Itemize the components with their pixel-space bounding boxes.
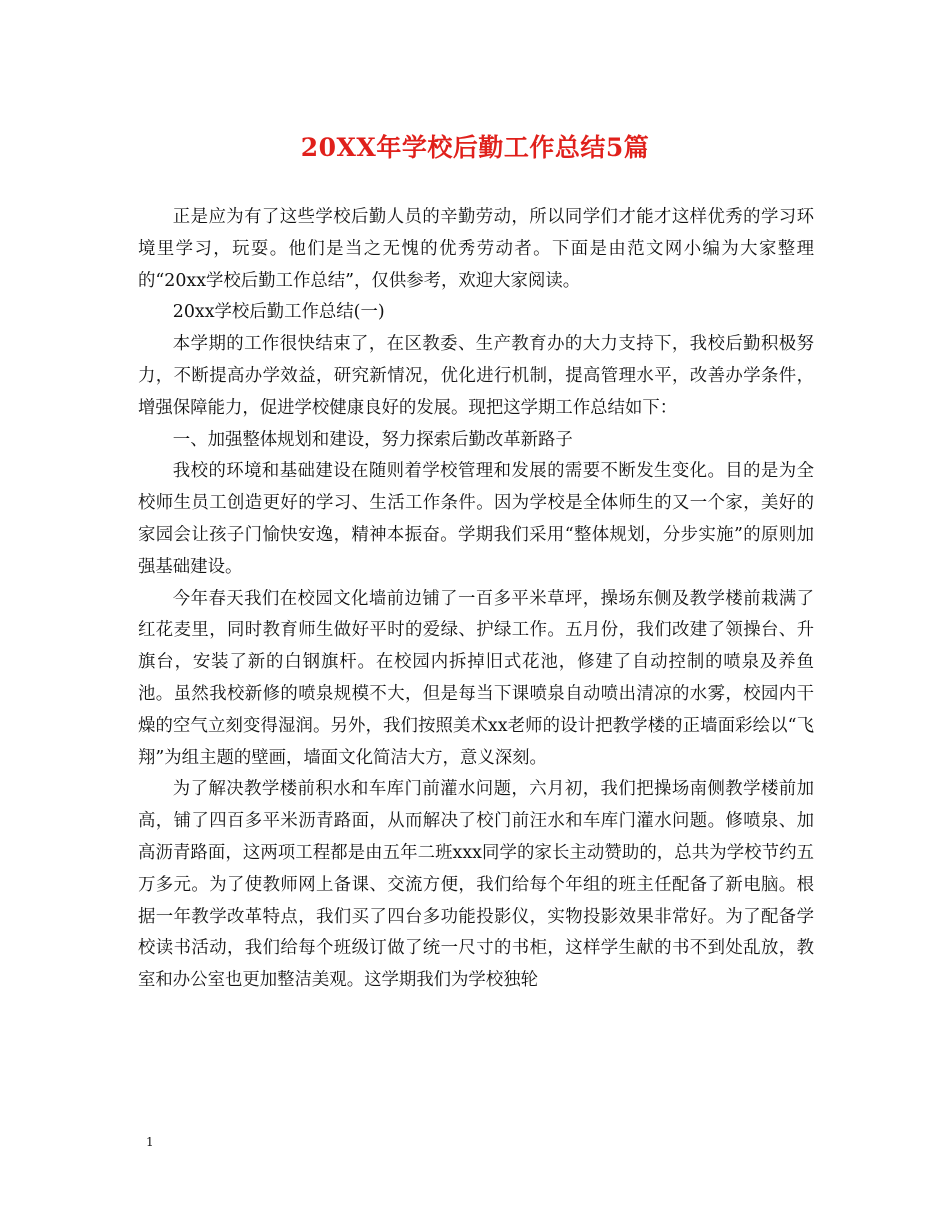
document-body <box>138 202 814 997</box>
paragraph: 我校的环境和基础建设在随则着学校管理和发展的需要不断发生变化。目的是为全校师生员工创造更好的学习、生活工作条件。因为学校是全体师生的又一个家，美好的家园会让孩子门愉快安逸，精神本振奋。学期我们采用“整体规划，分步实施”的原则加强基础建设。 <box>138 461 814 577</box>
paragraph: 今年春天我们在校园文化墙前边铺了一百多平米草坪，操场东侧及教学楼前栽满了红花麦里，同时教育师生做好平时的爱绿、护绿工作。五月份，我们改建了领操台、升旗台，安装了新的白钢旗杆。在校园内拆掉旧式花池，修建了自动控制的喷泉及养鱼池。虽然我校新修的喷泉规模不大，但是每当下课喷泉自动喷出清凉的水雾，校园内干燥的空气立刻变得湿润。另外，我们按照美术xx老师的设计把教学楼的正墙面彩绘以“飞翔”为组主题的壁画，墙面文化简洁大方，意义深刻。 <box>138 588 814 768</box>
paragraph-section-heading: 20xx学校后勤工作总结(一) <box>172 302 385 323</box>
document-title: 20XX年学校后勤工作总结5篇 <box>300 133 650 162</box>
paragraph: 本学期的工作很快结束了，在区教委、生产教育办的大力支持下，我校后勤积极努力，不断提高办学效益，研究新情况，优化进行机制，提高管理水平，改善办学条件，增强保障能力，促进学校健康良好的发展。现把这学期工作总结如下： <box>138 334 814 418</box>
paragraph: 为了解决教学楼前积水和车库门前灌水问题，六月初，我们把操场南侧教学楼前加高，铺了四百多平米沥青路面，从而解决了校门前汪水和车库门灌水问题。修喷泉、加高沥青路面，这两项工程都是由五年二班xxx同学的家长主动赞助的，总共为学校节约五万多元。为了使教师网上备课、交流方便，我们给每个年组的班主任配备了新电脑。根据一年教学改革特点，我们买了四台多功能投影仪，实物投影效果非常好。为了配备学校读书活动，我们给每个班级订做了统一尺寸的书柜，这样学生献的书不到处乱放，教室和办公室也更加整洁美观。这学期我们为学校独轮 <box>138 779 814 991</box>
paragraph-subheading: 一、加强整体规划和建设，努力探索后勤改革新路子 <box>172 429 573 450</box>
paragraph-intro: 正是应为有了这些学校后勤人员的辛勤劳动，所以同学们才能才这样优秀的学习环境里学习，玩耍。他们是当之无愧的优秀劳动者。下面是由范文网小编为大家整理的“20xx学校后勤工作总结”，仅供参考，欢迎大家阅读。 <box>138 207 814 291</box>
page-number: 1 <box>146 1135 154 1149</box>
